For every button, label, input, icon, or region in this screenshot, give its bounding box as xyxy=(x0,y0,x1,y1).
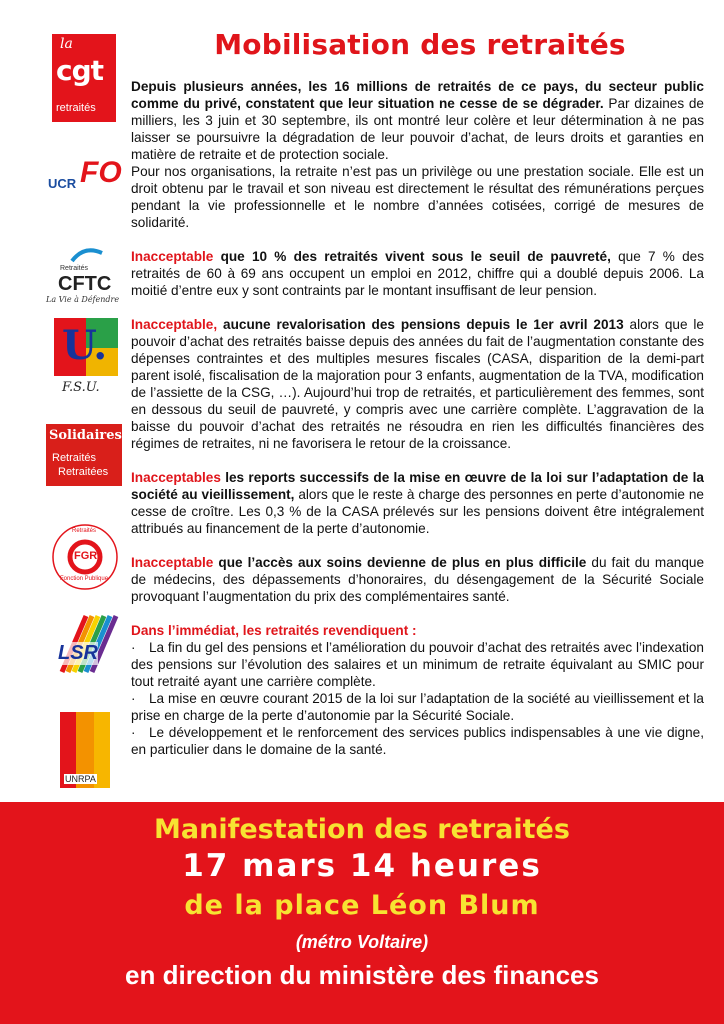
demonstration-banner xyxy=(0,802,724,1024)
pensions-paragraph xyxy=(131,316,704,452)
cftc-logo xyxy=(44,245,126,305)
cftc-logo-sub: La Vie à Défendre xyxy=(46,295,120,304)
banner-line-5: en direction du ministère des finances xyxy=(125,960,599,990)
fgr-logo-main: FGR xyxy=(74,550,98,562)
demand-item xyxy=(131,639,704,690)
pensions-text: alors que le pouvoir d’achat des retraités baisse depuis des années du fait de l’augmentation constante des dépenses contraintes et des multiples mesures fiscales (CASA, disparition de la demi-part parent isolé, fiscalisation de la majoration pour 3 enfants, augmentation de la TVA, modification de l’assiette de la CSG, …). Aujourd’hui trop de retraités, et particulièrement des femmes, sont en dessous du seuil de pauvreté, y compris avec une carrière complète. L’aggravation de la baisse du pouvoir d’achat des retraités ne résoudra en rien les difficultés financières des régimes de retraites, ni ne favorisera le retour de la croissance. xyxy=(131,317,704,451)
demand-item xyxy=(131,690,704,724)
lsr-logo-main: LSR xyxy=(58,642,98,664)
autonomy-text: alors que le reste à charge des personnes en perte d’autonomie ne cesse de croître. Les 0,3 % de la CASA prélevés sur les pensions doivent être intégralement attribués au financement de la perte d’autonomie. xyxy=(131,487,704,536)
fo-logo-ucr: UCR xyxy=(48,176,77,191)
unrpa-logo-main: UNRPA xyxy=(65,774,96,784)
fo-logo xyxy=(46,156,120,196)
poverty-text: que 7 % des retraités de 60 à 69 ans occupent un emploi en 2012, chiffre qui a doublé depuis 2006. La moitié d’entre eux y sont contraints par le montant insuffisant de leur pension. xyxy=(131,249,704,298)
rights-paragraph: Pour nos organisations, la retraite n’est pas un privilège ou une prestation sociale. Elle est un droit obtenu par le travail et son niveau est directement le résultat des rémunérations perçues pendant la vie professionnelle et le nombre d’années cotisées, corrigé de mesures de solidarité. xyxy=(131,164,704,230)
cftc-logo-top: Retraités xyxy=(60,265,89,272)
intro-paragraph xyxy=(131,78,704,163)
union-logos xyxy=(0,0,130,800)
bullet-icon: · xyxy=(131,640,136,655)
solidaires-logo-sub1: Retraités xyxy=(52,452,97,464)
fgr-logo-top: Retraités xyxy=(72,528,97,534)
cgt-logo-main: cgt xyxy=(56,54,104,87)
bullet-icon: · xyxy=(131,691,136,706)
fgr-logo-sub: Fonction Publique xyxy=(60,576,109,582)
demand-text: Le développement et le renforcement des services publics indispensables à une vie digne, en particulier dans le domaine de la santé. xyxy=(131,725,704,757)
unrpa-logo xyxy=(60,712,110,788)
healthcare-label: Inacceptable xyxy=(131,555,214,570)
cftc-logo-main: CFTC xyxy=(58,273,112,295)
page-title: Mobilisation des retraités xyxy=(214,28,626,61)
fo-logo-fo: FO xyxy=(80,156,122,189)
cftc-symbol-icon xyxy=(44,245,126,265)
fsu-logo-main: U. xyxy=(62,322,108,369)
lsr-logo xyxy=(52,612,124,680)
fsu-logo-sub: F.S.U. xyxy=(62,380,100,395)
poverty-bold: que 10 % des retraités vivent sous le seuil de pauvreté, xyxy=(213,249,611,264)
intro-text: Par dizaines de milliers, les 3 juin et 30 septembre, ils ont montré leur colère et leur détermination à ne pas laisser se poursuivre la dégradation de leur pouvoir d’achat, de leurs droits et garanties en matière de retraite et de protection sociale. xyxy=(131,96,704,162)
cgt-logo-sub: retraités xyxy=(56,102,96,114)
intro-bold: Depuis plusieurs années, les 16 millions de retraités de ce pays, du secteur public comme du privé, constatent que leur situation ne cesse de se dégrader. xyxy=(131,79,704,111)
demands-heading: Dans l’immédiat, les retraités revendiquent : xyxy=(131,623,417,638)
fgr-logo xyxy=(50,522,120,592)
tract-body xyxy=(131,78,704,758)
healthcare-text: du fait du manque de médecins, des dépassements d’honoraires, du désengagement de la Sécurité Sociale provoquant l’augmentation du prix des complémentaires santé. xyxy=(131,555,704,604)
demand-item xyxy=(131,724,704,758)
banner-line-4: (métro Voltaire) xyxy=(295,932,429,952)
poverty-label: Inacceptable xyxy=(131,249,214,264)
fsu-logo xyxy=(52,318,120,398)
solidaires-logo xyxy=(46,424,122,486)
banner-line-3: de la place Léon Blum xyxy=(184,890,540,921)
solidaires-logo-main: Solidaires xyxy=(49,428,122,443)
autonomy-paragraph xyxy=(131,469,704,537)
healthcare-bold: que l’accès aux soins devienne de plus en plus difficile xyxy=(213,555,587,570)
healthcare-paragraph xyxy=(131,554,704,605)
cgt-logo-top: la xyxy=(60,36,73,52)
autonomy-label: Inacceptables xyxy=(131,470,221,485)
demand-text: La fin du gel des pensions et l’amélioration du pouvoir d’achat des retraités avec l’indexation des pensions sur l’évolution des salaires et un minimum de retraite équivalant au SMIC pour tout retraité ayant une carrière complète. xyxy=(131,640,704,689)
pensions-bold: aucune revalorisation des pensions depuis le 1er avril 2013 xyxy=(217,317,624,332)
autonomy-bold: les reports successifs de la mise en œuvre de la loi sur l’adaptation de la société au vieillissement, xyxy=(131,470,704,502)
pensions-label: Inacceptable, xyxy=(131,317,218,332)
banner-line-1: Manifestation des retraités xyxy=(154,814,570,845)
cgt-logo xyxy=(52,34,116,122)
solidaires-logo-sub2: Retraitées xyxy=(58,466,109,478)
poverty-paragraph xyxy=(131,248,704,299)
demand-text: La mise en œuvre courant 2015 de la loi sur l’adaptation de la société au vieillissement et la prise en charge de la perte d’autonomie par la Sécurité Sociale. xyxy=(131,691,704,723)
bullet-icon: · xyxy=(131,725,136,740)
banner-line-2: 17 mars 14 heures xyxy=(182,848,542,884)
